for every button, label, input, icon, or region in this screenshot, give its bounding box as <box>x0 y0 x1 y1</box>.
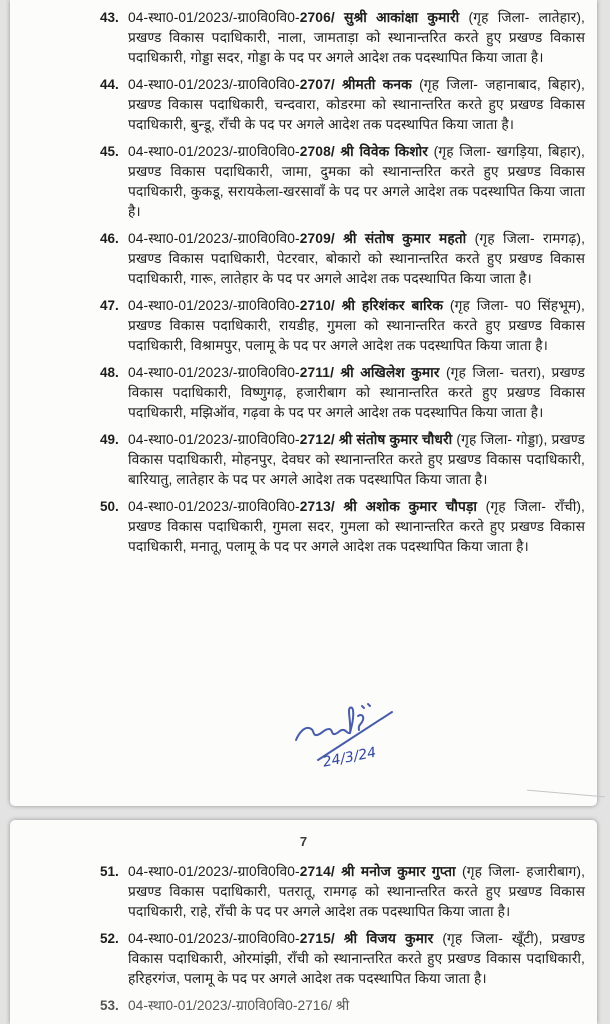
order-item-45 <box>100 142 585 222</box>
item-text: 04-स्था0-01/2023/-ग्रा0वि0वि0-2715/ श्री विजय कुमार (गृह जिला- खूँटी), प्रखण्ड विकास पदाधिकारी, ओरमांझी, राँची को स्थानान्तरित करते हुए प्रखण्ड विकास पदाधिकारी, हरिहरगंज, पलामू के पद पर अगले आदेश तक पदस्थापित किया जाता है। <box>128 931 585 986</box>
order-item-51 <box>100 862 585 922</box>
order-item-50 <box>100 497 585 557</box>
order-item-46 <box>100 229 585 289</box>
item-number: 46. <box>100 231 119 246</box>
item-text: 04-स्था0-01/2023/-ग्रा0वि0वि0-2707/ श्रीमती कनक (गृह जिला- जहानाबाद, बिहार), प्रखण्ड विकास पदाधिकारी, चन्दवारा, कोडरमा को स्थानान्तरित करते हुए प्रखण्ड विकास पदाधिकारी, बुन्डू, राँची के पद पर अगले आदेश तक पदस्थापित किया जाता है। <box>128 77 585 132</box>
officer-name: श्री अशोक कुमार चौपड़ा <box>334 499 478 514</box>
scan-artifact-line <box>527 790 605 798</box>
ref-number: 2711/ <box>299 365 335 380</box>
officer-name: सुश्री आकांक्षा कुमारी <box>334 10 460 25</box>
item-text: 04-स्था0-01/2023/-ग्रा0वि0वि0-2709/ श्री संतोष कुमार महतो (गृह जिला- रामगढ़), प्रखण्ड विकास पदाधिकारी, पेटरवार, बोकारो को स्थानान्तरित करते हुए प्रखण्ड विकास पदाधिकारी, गारू, लातेहार के पद पर अगले आदेश तक पदस्थापित किया जाता है। <box>128 231 586 286</box>
officer-name: श्री संतोष कुमार चौधरी <box>334 432 453 447</box>
officer-name: श्री संतोष कुमार महतो <box>334 231 467 246</box>
ref-number: 2708/ <box>299 144 335 159</box>
item-number: 49. <box>100 432 119 447</box>
order-item-43 <box>100 8 585 68</box>
ref-number: 2709/ <box>299 231 335 246</box>
item-number: 43. <box>100 10 119 25</box>
signature-date: 24/3/24 <box>321 744 378 771</box>
officer-name: श्री अखिलेश कुमार <box>334 365 440 380</box>
officer-name: श्रीमती कनक <box>334 77 412 92</box>
document-page-6 <box>10 0 597 806</box>
item-number: 48. <box>100 365 119 380</box>
order-item-49 <box>100 430 585 490</box>
item-number: 52. <box>100 931 119 946</box>
order-item-48 <box>100 363 585 423</box>
ref-number: 2713/ <box>299 499 335 514</box>
order-item-44 <box>100 75 585 135</box>
item-number: 44. <box>100 77 119 92</box>
item-number: 47. <box>100 298 119 313</box>
item-text: 04-स्था0-01/2023/-ग्रा0वि0वि0-2713/ श्री अशोक कुमार चौपड़ा (गृह जिला- राँची), प्रखण्ड विकास पदाधिकारी, गुमला सदर, गुमला को स्थानान्तरित करते हुए प्रखण्ड विकास पदाधिकारी, मनातू, पलामू के पद पर अगले आदेश तक पदस्थापित किया जाता है। <box>128 499 585 554</box>
page-number: 7 <box>299 834 308 849</box>
officer-name: श्री हरिशंकर बारिक <box>334 298 444 313</box>
officer-name: श्री मनोज कुमार गुप्ता <box>334 864 456 879</box>
item-text: 04-स्था0-01/2023/-ग्रा0वि0वि0-2714/ श्री मनोज कुमार गुप्ता (गृह जिला- हजारीबाग), प्रखण्ड विकास पदाधिकारी, पतरातू, रामगढ़ को स्थानान्तरित करते हुए प्रखण्ड विकास पदाधिकारी, राहे, राँची के पद पर अगले आदेश तक पदस्थापित किया जाता है। <box>128 864 585 919</box>
ref-number: 2712/ <box>299 432 335 447</box>
item-text: 04-स्था0-01/2023/-ग्रा0वि0वि0-2706/ सुश्री आकांक्षा कुमारी (गृह जिला- लातेहार), प्रखण्ड विकास पदाधिकारी, नाला, जामताड़ा को स्थानान्तरित करते हुए प्रखण्ड विकास पदाधिकारी, गोड्डा सदर, गोड्डा के पद पर अगले आदेश तक पदस्थापित किया जाता है। <box>128 10 585 65</box>
ref-number: 2706/ <box>299 10 335 25</box>
handwritten-signature <box>288 696 428 778</box>
ref-number: 2715/ <box>299 931 335 946</box>
officer-name: श्री विजय कुमार <box>334 931 434 946</box>
cropped-next-item: 53. 04-स्था0-01/2023/-ग्रा0वि0वि0-2716/ श्री <box>100 998 350 1013</box>
item-number: 51. <box>100 864 119 879</box>
officer-name: श्री विवेक किशोर <box>334 144 428 159</box>
ref-number: 2710/ <box>299 298 335 313</box>
order-item-52 <box>100 929 585 989</box>
item-number: 50. <box>100 499 119 514</box>
signature-scribble-icon <box>288 696 428 778</box>
item-number: 45. <box>100 144 119 159</box>
document-page-7 <box>10 820 597 1024</box>
item-text: 04-स्था0-01/2023/-ग्रा0वि0वि0-2712/ श्री संतोष कुमार चौधरी (गृह जिला- गोड्डा), प्रखण्ड विकास पदाधिकारी, मोहनपुर, देवघर को स्थानान्तरित करते हुए प्रखण्ड विकास पदाधिकारी, बारियातु, लातेहार के पद पर अगले आदेश तक पदस्थापित किया जाता है। <box>128 432 585 487</box>
item-text: 04-स्था0-01/2023/-ग्रा0वि0वि0-2708/ श्री विवेक किशोर (गृह जिला- खगड़िया, बिहार), प्रखण्ड विकास पदाधिकारी, जामा, दुमका को स्थानान्तरित करते हुए प्रखण्ड विकास पदाधिकारी, कुकडू, सरायकेला-खरसावाँ के पद पर अगले आदेश तक पदस्थापित किया जाता है। <box>128 144 585 219</box>
order-item-47 <box>100 296 585 356</box>
ref-number: 2707/ <box>299 77 335 92</box>
item-text: 04-स्था0-01/2023/-ग्रा0वि0वि0-2710/ श्री हरिशंकर बारिक (गृह जिला- प0 सिंहभूम), प्रखण्ड विकास पदाधिकारी, रायडीह, गुमला को स्थानान्तरित करते हुए प्रखण्ड विकास पदाधिकारी, विश्रामपुर, पलामू के पद पर अगले आदेश तक पदस्थापित किया जाता है। <box>128 298 585 353</box>
ref-number: 2714/ <box>299 864 335 879</box>
item-text: 04-स्था0-01/2023/-ग्रा0वि0वि0-2711/ श्री अखिलेश कुमार (गृह जिला- चतरा), प्रखण्ड विकास पदाधिकारी, विष्णुगढ़, हजारीबाग को स्थानान्तरित करते हुए प्रखण्ड विकास पदाधिकारी, मझिऑव, गढ़वा के पद पर अगले आदेश तक पदस्थापित किया जाता है। <box>128 365 586 420</box>
